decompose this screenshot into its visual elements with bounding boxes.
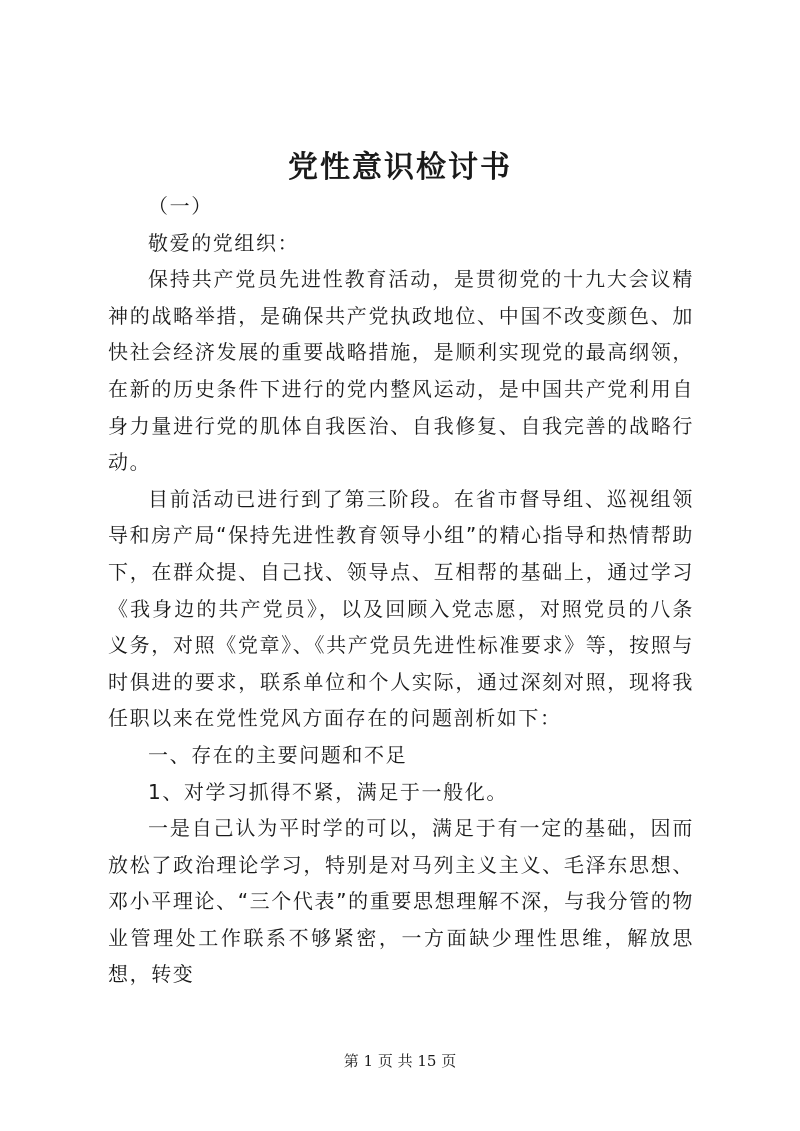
body-paragraph: 目前活动已进行到了第三阶段。在省市督导组、巡视组领导和房产局“保持先进性教育领导小组”的精心指导和热情帮助下，在群众提、自己找、领导点、互相帮的基础上，通过学习《我身边的共产党员》，以及回顾入党志愿，对照党员的八条义务，对照《党章》、《共产党员先进性标准要求》等，按照与时俱进的要求，联系单位和个人实际，通过深刻对照，现将我任职以来在党性党风方面存在的问题剖析如下： [108, 486, 694, 731]
subsection-heading: 1、对学习抓得不紧，满足于一般化。 [148, 779, 508, 804]
body-paragraph: 一是自己认为平时学的可以，满足于有一定的基础，因而放松了政治理论学习，特别是对马列主义主义、毛泽东思想、邓小平理论、“三个代表”的重要思想理解不深，与我分管的物业管理处工作联系不够紧密，一方面缺少理性思维，解放思想，转变 [108, 816, 694, 987]
page-footer: 第 1 页 共 15 页 [343, 1052, 457, 1070]
section-heading: 一、存在的主要问题和不足 [148, 742, 408, 767]
document-body [108, 188, 694, 993]
section-number: （一） [148, 194, 213, 218]
salutation: 敬爱的党组织： [148, 230, 300, 255]
document-title: 党性意识检讨书 [288, 150, 512, 185]
body-paragraph: 保持共产党员先进性教育活动，是贯彻党的十九大会议精神的战略举措，是确保共产党执政地位、中国不改变颜色、加快社会经济发展的重要战略措施，是顺利实现党的最高纲领，在新的历史条件下进行的党内整风运动，是中国共产党利用自身力量进行党的肌体自我医治、自我修复、自我完善的战略行动。 [108, 267, 694, 475]
